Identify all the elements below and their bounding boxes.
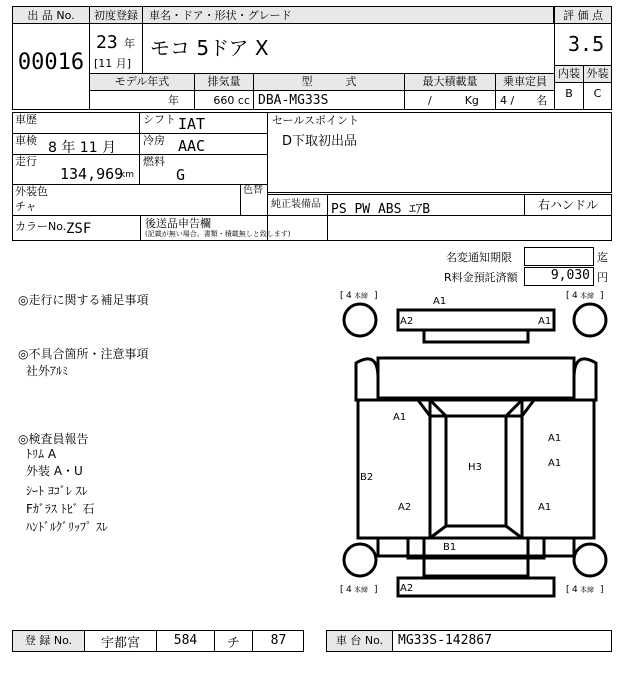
tire-front-right (574, 304, 606, 336)
chassis: MG33S-142867 (398, 633, 492, 648)
first-reg-label: 初度登録 (89, 6, 143, 24)
sales-point: D下取初出品 (282, 134, 358, 149)
tire-front-left (344, 304, 376, 336)
inspector-line: 外装 A・U (26, 464, 83, 478)
reg-office: 宇都宮 (100, 636, 140, 651)
max-load: / Kg (428, 94, 479, 107)
equipment: PS PW ABS ｴｱB (331, 202, 431, 217)
damage-mark: H3 (468, 462, 482, 473)
recycle-value: 9,030 (550, 268, 590, 283)
svg-text:]: ] (600, 291, 604, 301)
hood (378, 358, 574, 398)
svg-text:]: ] (374, 291, 378, 301)
reg-label: 登 録 No. (13, 631, 84, 651)
inspection: 8 年 11 月 (48, 140, 117, 156)
first-reg-year: 23 (96, 32, 118, 53)
model-type-label: 型 式 (254, 74, 404, 90)
color-no-label: カラーNo. (15, 220, 67, 233)
car-damage-diagram (338, 288, 614, 613)
exterior-label: 外装 (584, 66, 611, 82)
ac: AAC (178, 137, 206, 155)
name-change-unit: 迄 (597, 251, 608, 264)
svg-text:4: 4 (346, 585, 352, 595)
capacity: 4 / 名 (500, 94, 548, 107)
history-label: 車歴 (15, 113, 37, 126)
vehicle-label: 車名・ドア・形状・グレード (142, 6, 554, 24)
defects-title: ◎不具合箇所・注意事項 (18, 347, 149, 361)
handle: 右ハンドル (538, 198, 599, 212)
interior-label: 内装 (555, 66, 583, 82)
capacity-label: 乗車定員 (496, 74, 554, 90)
color-no: ZSF (66, 221, 92, 237)
reg-number: 87 (270, 633, 287, 648)
windshield (418, 400, 534, 416)
left-front-fender (356, 359, 378, 400)
mileage-label: 走行 (15, 155, 37, 168)
model-year-unit: 年 (168, 94, 179, 107)
svg-text:]: ] (600, 585, 604, 595)
lot-no: 00016 (12, 23, 90, 110)
right-side (522, 400, 594, 538)
fuel: G (176, 166, 186, 184)
equipment-label: 純正装備品 (271, 199, 321, 210)
name-change-label: 名変通知期限 (446, 251, 512, 264)
svg-text:本締: 本締 (354, 292, 368, 300)
fuel-label: 燃料 (143, 155, 165, 168)
damage-mark: A2 (400, 316, 414, 327)
model-year-label: モデル年式 (90, 74, 194, 90)
mileage-unit: km (120, 170, 134, 180)
color-label: 外装色 (15, 185, 48, 198)
reg-class: 584 (173, 633, 198, 648)
lot-no-label: 出 品 No. (12, 6, 90, 24)
rear-window (424, 558, 528, 576)
rear-bumper (398, 578, 554, 596)
damage-mark: B2 (360, 472, 374, 483)
tire-rear-left (344, 544, 376, 576)
score-label: 評 価 点 (555, 7, 611, 23)
driving-title: ◎走行に関する補足事項 (18, 293, 149, 307)
svg-text:4: 4 (346, 291, 352, 301)
damage-mark: A1 (538, 502, 552, 513)
year-unit: 年 (124, 37, 135, 50)
inspector-title: ◎検査員報告 (18, 432, 89, 446)
damage-mark: A1 (433, 296, 447, 307)
shift-label: シフト (143, 113, 176, 126)
docs-label: 後送品申告欄 (145, 217, 211, 230)
svg-text:本締: 本締 (580, 586, 594, 594)
damage-mark: A2 (398, 502, 412, 513)
damage-mark: A2 (400, 583, 414, 594)
model-type: DBA-MG33S (258, 93, 329, 108)
svg-text:本締: 本締 (354, 586, 368, 594)
recycle-unit: 円 (597, 271, 608, 284)
ac-label: 冷房 (143, 134, 165, 147)
name-change-box (524, 247, 594, 266)
damage-mark: A1 (393, 412, 407, 423)
inspector-line: ﾊﾝﾄﾞﾙｸﾞﾘｯﾌﾟ ｽﾚ (26, 520, 108, 534)
inspection-label: 車検 (15, 134, 37, 147)
svg-text:[: [ (566, 291, 570, 301)
recolor-label: 色替 (243, 185, 263, 196)
damage-mark: A1 (538, 316, 552, 327)
damage-mark: A1 (548, 433, 562, 444)
interior-grade: B (565, 87, 573, 100)
svg-text:本締: 本締 (580, 292, 594, 300)
docs-note: (記載が無い場合、書類・積載無しと致します) (145, 230, 291, 238)
reg-kana: チ (226, 636, 240, 651)
svg-text:[: [ (566, 585, 570, 595)
score: 3.5 (568, 32, 605, 56)
defects-line: 社外ｱﾙﾐ (26, 364, 69, 378)
front-bumper (398, 310, 554, 330)
inspector-line: Fｶﾞﾗｽ ﾄﾋﾞ 石 (26, 502, 95, 516)
tire-rear-right (574, 544, 606, 576)
mileage: 134,969 (60, 165, 124, 183)
shift: IAT (178, 115, 206, 133)
first-reg-month: [11 月] (94, 57, 132, 70)
recycle-label: R料金預託済額 (444, 271, 518, 284)
svg-text:4: 4 (572, 291, 578, 301)
color: チャ (15, 200, 37, 213)
inspector-line: ｼｰﾄ ﾖｺﾞﾚ ｽﾚ (26, 484, 88, 498)
damage-mark: B1 (443, 542, 457, 553)
svg-text:]: ] (374, 585, 378, 595)
svg-text:[: [ (340, 291, 344, 301)
front-grille (424, 330, 528, 342)
inspector-line: ﾄﾘﾑ A (26, 447, 57, 461)
sales-point-label: セールスポイント (272, 114, 360, 127)
chassis-label: 車 台 No. (327, 631, 392, 651)
svg-text:[: [ (340, 585, 344, 595)
svg-text:4: 4 (572, 585, 578, 595)
docs-extra-frame (267, 215, 612, 241)
displacement-label: 排気量 (195, 74, 253, 90)
vehicle-name: モコ 5ドア X (150, 36, 269, 60)
exterior-grade: C (593, 87, 602, 100)
damage-mark: A1 (548, 458, 562, 469)
displacement: 660 cc (213, 94, 250, 107)
right-front-fender (574, 359, 596, 400)
max-load-label: 最大積載量 (405, 74, 495, 90)
